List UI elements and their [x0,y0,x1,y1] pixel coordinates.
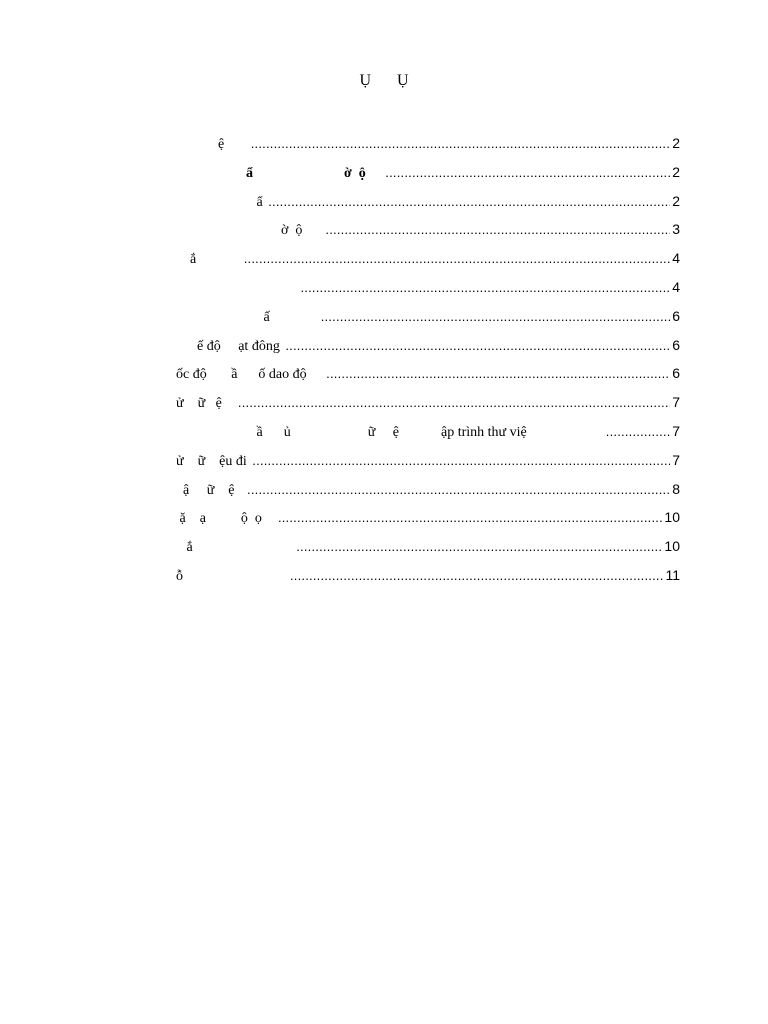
toc-dot-leader [268,188,670,217]
toc-page-number: 11 [665,566,680,583]
toc-entry-text: ầ ủ ữ ệ ập trình thư việ [176,424,604,440]
toc-entry-text: ặ ạ ộ ọ [176,511,276,527]
toc-dot-leader [326,360,670,389]
toc-entry[interactable] [176,129,680,158]
toc-page-number: 6 [672,365,680,382]
toc-entry-text: ử ữ ệ [176,396,236,412]
toc-dot-leader [290,562,663,591]
toc-dot-leader [606,418,670,447]
toc-entry-text: ẩ ờ ộ [176,165,384,181]
toc-dot-leader [301,274,671,303]
toc-entry-text: ấ [176,309,319,325]
toc-dot-leader [385,159,670,188]
toc-dot-leader [321,303,670,332]
toc-entry[interactable] [176,359,680,388]
toc-dot-leader [244,245,670,274]
toc-page-number: 6 [672,307,680,324]
toc-page-number: 2 [672,192,680,209]
toc-title: Ụ Ụ [359,72,409,89]
toc-page-number: 6 [672,336,680,353]
toc-page-number: 3 [672,221,680,238]
toc-entry[interactable] [176,532,680,561]
toc-entry[interactable] [176,388,680,417]
toc-page-number: 2 [672,163,680,180]
toc-dot-leader [278,504,662,533]
toc-entry[interactable] [176,244,680,273]
toc-entry-text: ệ [176,137,249,152]
toc-entry-text: ờ ộ [176,223,324,239]
toc-entry[interactable] [176,302,680,331]
toc-entry[interactable] [176,475,680,504]
toc-page-number: 10 [664,538,680,555]
toc-page-number: 7 [672,422,680,439]
toc-entry[interactable] [176,273,680,302]
toc-entry[interactable] [176,503,680,532]
toc-entry-text: ế độ ạt đông [176,338,284,354]
toc-entry-text: ỗ [176,568,288,584]
toc-entry[interactable] [176,446,680,475]
toc-page-number: 7 [672,394,680,411]
toc-page-number: 4 [672,250,680,267]
toc-entry-text: ậ ữ ệ [176,482,246,498]
toc-entry-text [176,275,299,304]
toc-page-number: 10 [664,509,680,526]
toc-entry[interactable] [176,215,680,244]
toc-dot-leader [252,447,670,476]
toc-entry-text: ử ữ ệu đi [176,453,251,469]
toc-dot-leader [296,533,662,562]
toc-dot-leader [285,332,670,361]
toc-page-number: 2 [672,135,680,151]
toc-dot-leader [325,216,670,245]
toc-entry[interactable] [176,158,680,187]
table-of-contents [176,129,680,590]
toc-entry[interactable] [176,331,680,360]
toc-entry[interactable] [176,417,680,446]
toc-dot-leader [247,476,670,505]
toc-page-number: 4 [672,278,680,295]
toc-page-number: 7 [672,451,680,468]
toc-entry-text: ốc độ ầ ố dao độ [176,367,325,383]
toc-entry[interactable] [176,187,680,216]
toc-entry-text: ắ [176,252,242,268]
toc-page-number: 8 [672,480,680,497]
toc-entry-text: ắ [176,540,295,556]
toc-entry[interactable] [176,561,680,590]
toc-entry-text: ẩ [176,194,267,210]
toc-dot-leader [251,130,670,159]
toc-dot-leader [238,389,670,418]
